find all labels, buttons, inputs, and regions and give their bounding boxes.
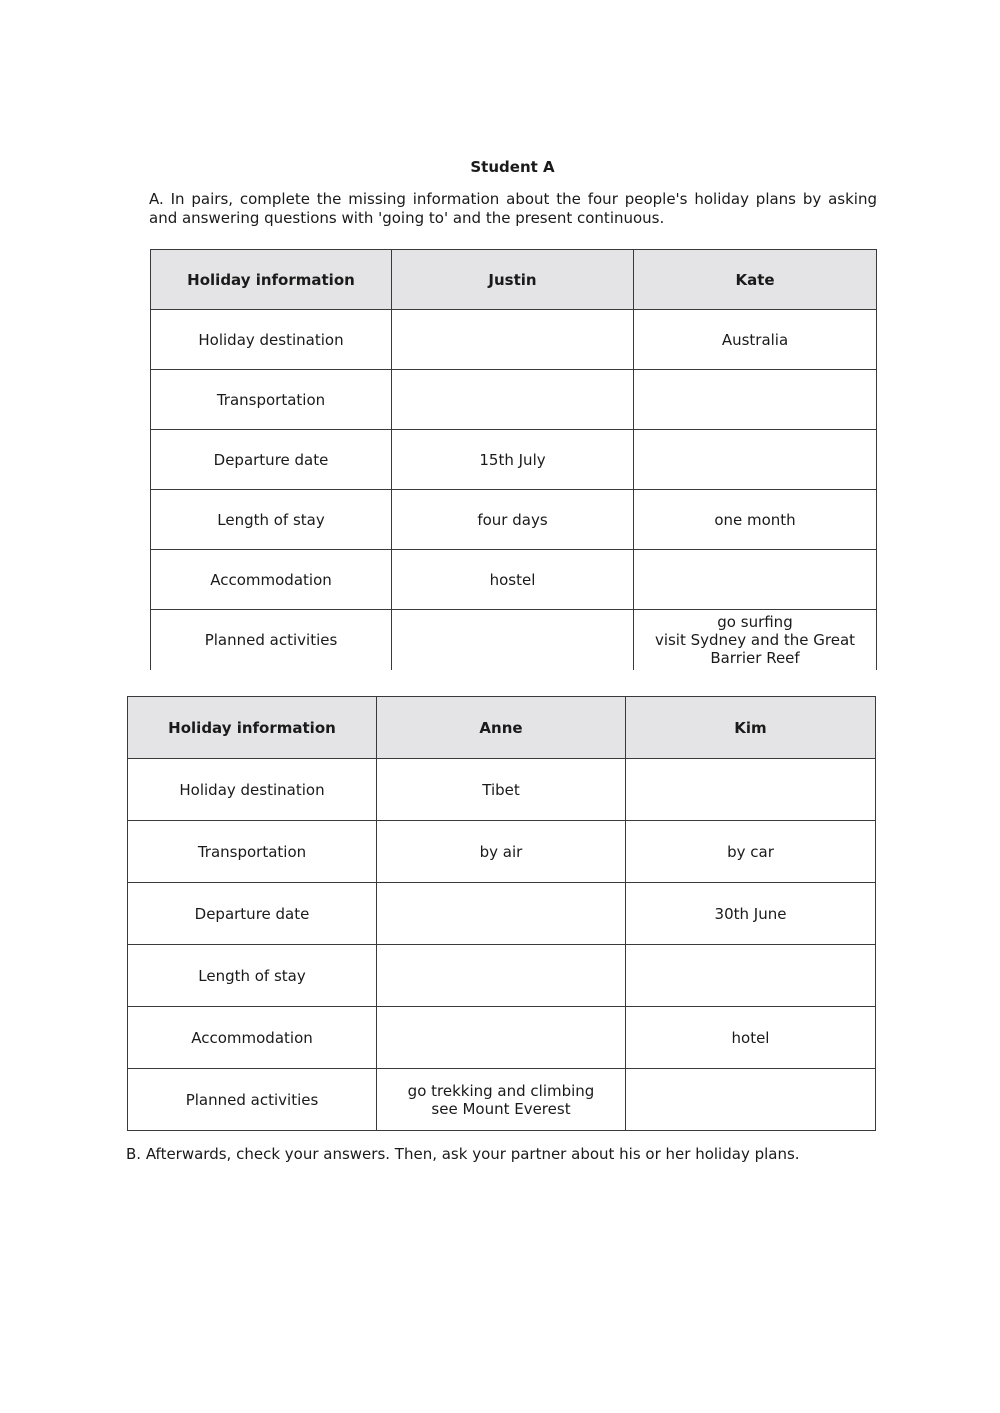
table-row — [128, 1069, 876, 1131]
justin-length-cell: four days — [392, 490, 634, 550]
activity-line: go trekking and climbing — [407, 1081, 595, 1100]
kate-length-cell: one month — [634, 490, 877, 550]
kate-destination-cell: Australia — [634, 310, 877, 370]
row-label: Length of stay — [128, 945, 377, 1007]
header-holiday-information: Holiday information — [128, 697, 377, 759]
row-label: Holiday destination — [151, 310, 392, 370]
table-header-row — [151, 250, 877, 310]
table-row — [128, 1007, 876, 1069]
kim-destination-cell[interactable] — [626, 759, 876, 821]
activity-line: go surfing — [717, 612, 793, 631]
anne-departure-cell[interactable] — [377, 883, 626, 945]
justin-activities-cell[interactable] — [392, 610, 634, 670]
row-label: Accommodation — [128, 1007, 377, 1069]
anne-destination-cell: Tibet — [377, 759, 626, 821]
anne-accommodation-cell[interactable] — [377, 1007, 626, 1069]
row-label: Departure date — [151, 430, 392, 490]
justin-accommodation-cell: hostel — [392, 550, 634, 610]
holiday-table-1 — [150, 249, 877, 670]
row-label: Transportation — [128, 821, 377, 883]
table-header-row — [128, 697, 876, 759]
instruction-b: B. Afterwards, check your answers. Then, ask your partner about his or her holiday plans. — [126, 1145, 800, 1163]
kim-length-cell[interactable] — [626, 945, 876, 1007]
row-label: Planned activities — [128, 1069, 377, 1131]
row-label: Planned activities — [151, 610, 392, 670]
instruction-a: A. In pairs, complete the missing information about the four people's holiday plans by asking and answering questions with 'going to' and the present continuous. — [149, 190, 877, 227]
table-row — [151, 490, 877, 550]
holiday-table-2 — [127, 696, 876, 1131]
header-holiday-information: Holiday information — [151, 250, 392, 310]
table-row — [151, 370, 877, 430]
header-kate: Kate — [634, 250, 877, 310]
kate-departure-cell[interactable] — [634, 430, 877, 490]
activity-line: Barrier Reef — [710, 648, 800, 667]
table-row — [128, 759, 876, 821]
justin-destination-cell[interactable] — [392, 310, 634, 370]
table-row — [128, 821, 876, 883]
kate-transportation-cell[interactable] — [634, 370, 877, 430]
table-row — [128, 945, 876, 1007]
kim-accommodation-cell: hotel — [626, 1007, 876, 1069]
kim-transportation-cell: by car — [626, 821, 876, 883]
table-row — [128, 883, 876, 945]
row-label: Holiday destination — [128, 759, 377, 821]
table-row — [151, 430, 877, 490]
activity-line: see Mount Everest — [431, 1099, 571, 1118]
activity-line: visit Sydney and the Great — [654, 630, 856, 649]
justin-departure-cell: 15th July — [392, 430, 634, 490]
page-title: Student A — [470, 158, 555, 176]
table-row — [151, 610, 877, 670]
kate-activities-cell — [634, 610, 877, 670]
anne-transportation-cell: by air — [377, 821, 626, 883]
header-justin: Justin — [392, 250, 634, 310]
row-label: Length of stay — [151, 490, 392, 550]
kate-accommodation-cell[interactable] — [634, 550, 877, 610]
anne-length-cell[interactable] — [377, 945, 626, 1007]
justin-transportation-cell[interactable] — [392, 370, 634, 430]
kim-departure-cell: 30th June — [626, 883, 876, 945]
header-kim: Kim — [626, 697, 876, 759]
kim-activities-cell[interactable] — [626, 1069, 876, 1131]
row-label: Transportation — [151, 370, 392, 430]
table-row — [151, 310, 877, 370]
table-row — [151, 550, 877, 610]
header-anne: Anne — [377, 697, 626, 759]
row-label: Departure date — [128, 883, 377, 945]
anne-activities-cell — [377, 1069, 626, 1131]
row-label: Accommodation — [151, 550, 392, 610]
